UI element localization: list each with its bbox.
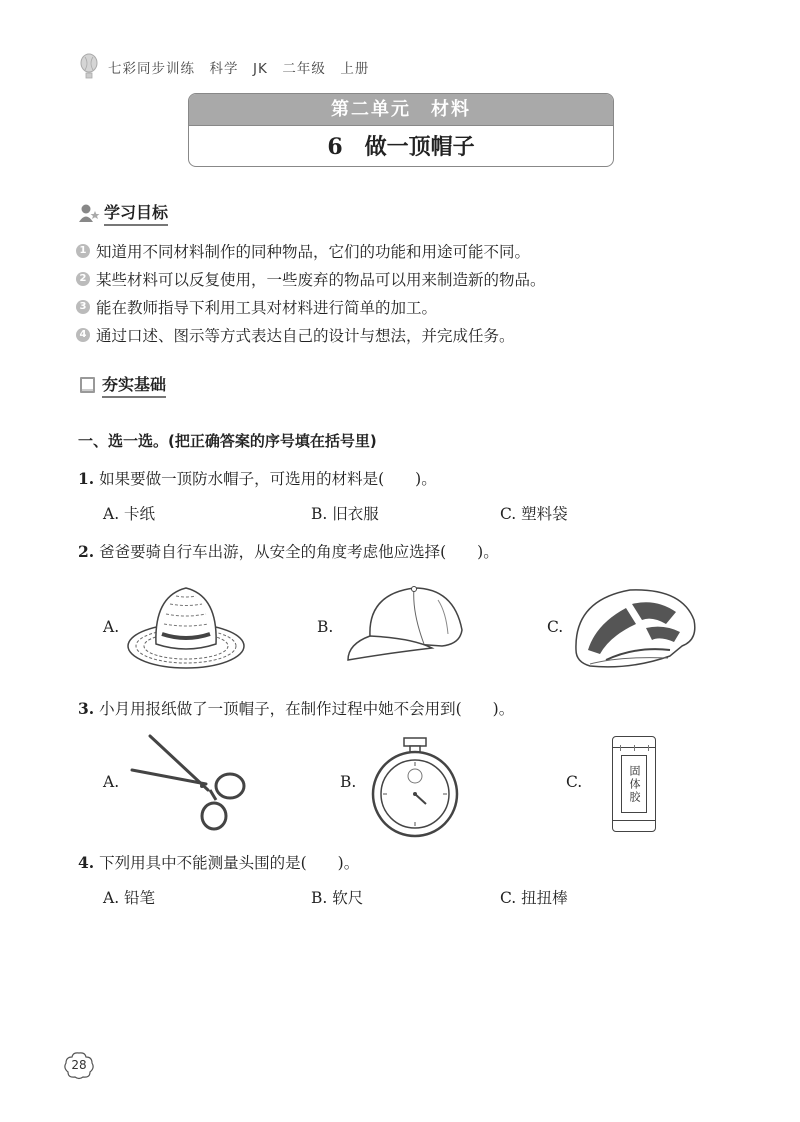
q1-option-b[interactable]: B. 旧衣服 — [311, 505, 379, 523]
q3-option-b[interactable]: B. — [340, 773, 357, 791]
question-number: 2. — [78, 542, 95, 561]
question-1 — [78, 467, 437, 489]
glue-stick-image — [612, 736, 656, 832]
bike-helmet-image — [570, 580, 700, 672]
q2-option-c[interactable]: C. — [547, 618, 564, 636]
basics-heading — [78, 372, 166, 398]
question-text: 下列用具中不能测量头围的是( )。 — [99, 854, 360, 872]
objective-number: 4 — [76, 328, 90, 342]
q1-option-a[interactable]: A. 卡纸 — [103, 505, 156, 523]
page-number: 28 — [71, 1058, 87, 1072]
page-header — [78, 52, 369, 82]
q1-option-c[interactable]: C. 塑料袋 — [500, 505, 568, 523]
objective-item — [76, 324, 515, 346]
objectives-heading-text: 学习目标 — [104, 200, 168, 226]
question-3 — [78, 697, 514, 719]
book-icon — [78, 375, 98, 395]
basics-heading-text: 夯实基础 — [102, 372, 166, 398]
question-number: 3. — [78, 699, 95, 718]
objective-number: 2 — [76, 272, 90, 286]
objective-item — [76, 240, 530, 262]
objective-number: 3 — [76, 300, 90, 314]
balloon-icon — [78, 53, 100, 81]
glue-label: 固体胶 — [621, 755, 647, 813]
title-box — [188, 93, 614, 167]
q3-option-a[interactable]: A. — [103, 773, 120, 791]
q2-option-b[interactable]: B. — [317, 618, 334, 636]
part1-title: 一、选一选。(把正确答案的序号填在括号里) — [78, 432, 377, 450]
q4-option-a[interactable]: A. 铅笔 — [103, 889, 156, 907]
question-number: 4. — [78, 853, 95, 872]
question-4 — [78, 851, 359, 873]
q4-option-c[interactable]: C. 扭扭棒 — [500, 889, 568, 907]
objective-text: 能在教师指导下利用工具对材料进行简单的加工。 — [96, 299, 438, 317]
question-text: 爸爸要骑自行车出游，从安全的角度考虑他应选择( )。 — [99, 543, 499, 561]
unit-title: 第二单元 材料 — [189, 94, 613, 125]
header-text: 七彩同步训练 科学 JK 二年级 上册 — [108, 61, 370, 77]
objective-number: 1 — [76, 244, 90, 258]
objective-text: 某些材料可以反复使用，一些废弃的物品可以用来制造新的物品。 — [96, 271, 546, 289]
q4-option-b[interactable]: B. 软尺 — [311, 889, 364, 907]
straw-hat-image — [124, 574, 248, 674]
lesson-title: 6 做一顶帽子 — [189, 125, 613, 167]
objectives-heading — [78, 200, 168, 226]
q2-option-a[interactable]: A. — [103, 618, 120, 636]
q3-option-c[interactable]: C. — [566, 773, 583, 791]
objective-text: 知道用不同材料制作的同种物品，它们的功能和用途可能不同。 — [96, 243, 531, 261]
learner-icon — [78, 203, 100, 223]
objective-text: 通过口述、图示等方式表达自己的设计与想法，并完成任务。 — [96, 327, 515, 345]
question-text: 小月用报纸做了一顶帽子，在制作过程中她不会用到( )。 — [99, 700, 515, 718]
page-number-badge — [62, 1050, 96, 1080]
scissors-image — [130, 732, 248, 832]
question-2 — [78, 540, 499, 562]
stopwatch-image — [368, 736, 462, 840]
question-number: 1. — [78, 469, 95, 488]
objective-item — [76, 296, 437, 318]
baseball-cap-image — [342, 582, 472, 668]
objective-item — [76, 268, 546, 290]
question-text: 如果要做一顶防水帽子，可选用的材料是( )。 — [99, 470, 437, 488]
